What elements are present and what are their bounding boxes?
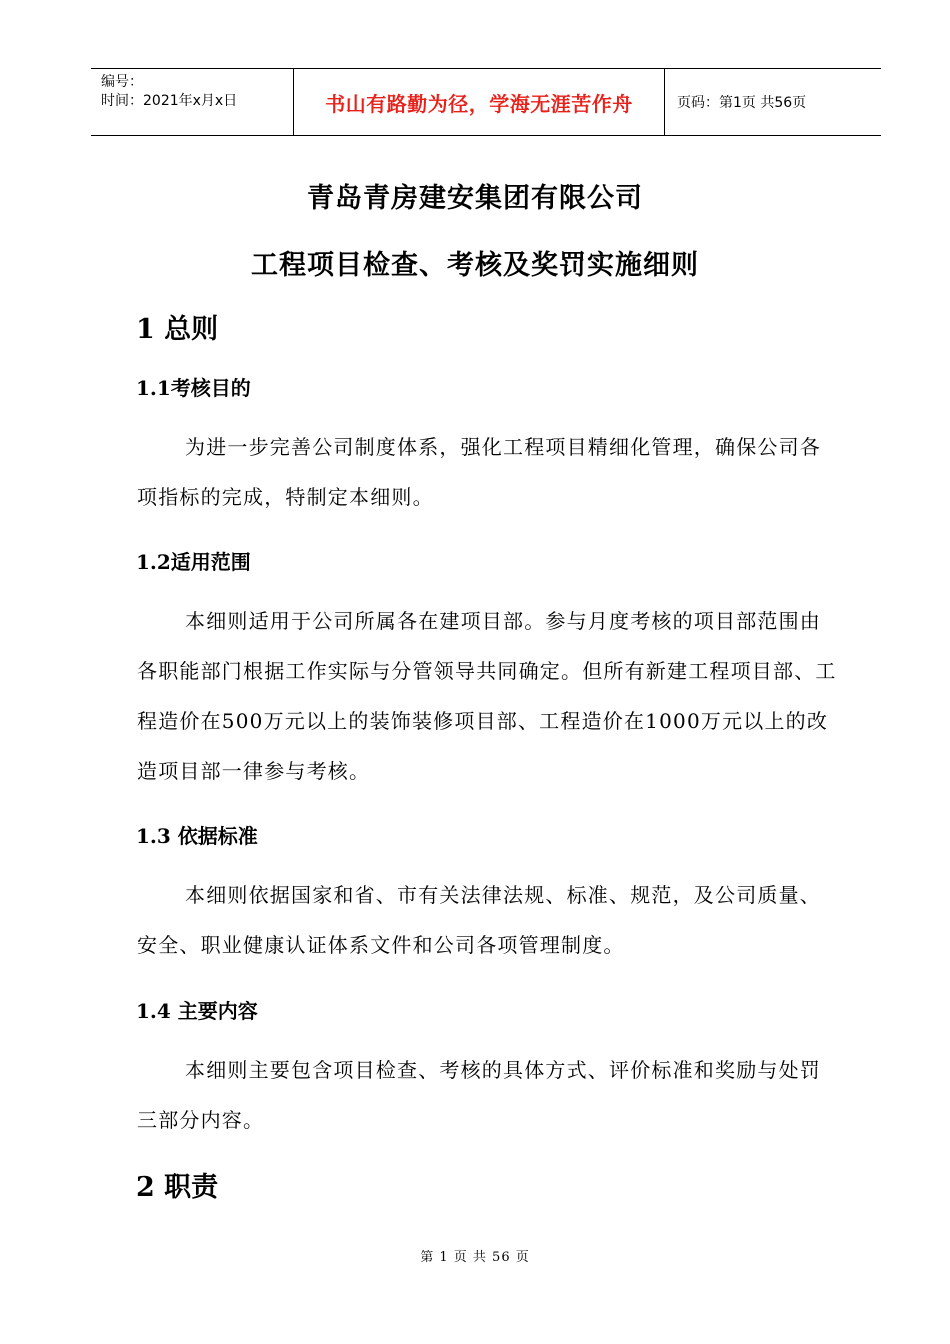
- document-number-label: 编号：: [101, 74, 143, 90]
- section-heading-1: 1 总则: [136, 314, 219, 345]
- subsection-heading-1-3: 1.3 依据标准: [136, 824, 258, 848]
- paragraph-1-4: 本细则主要包含项目检查、考核的具体方式、评价标准和奖励与处罚三部分内容。: [137, 1058, 821, 1132]
- header-motto: 书山有路勤为径，学海无涯苦作舟: [293, 69, 665, 135]
- page-header: [91, 68, 881, 136]
- subsection-heading-1-4: 1.4 主要内容: [136, 999, 258, 1023]
- document-time: 时间：2021年x月x日: [101, 93, 238, 109]
- section-heading-2: 2 职责: [136, 1172, 219, 1203]
- header-meta: [91, 69, 293, 135]
- subsection-heading-1-1: 1.1考核目的: [136, 376, 251, 400]
- header-page-info: 页码：第1页 共56页: [677, 95, 807, 111]
- document-title-line2: 工程项目检查、考核及奖罚实施细则: [251, 250, 699, 281]
- document-title-line1: 青岛青房建安集团有限公司: [307, 183, 643, 214]
- subsection-heading-1-2: 1.2适用范围: [136, 550, 251, 574]
- page-footer: 第 1 页 共 56 页: [420, 1250, 530, 1265]
- paragraph-1-2: 本细则适用于公司所属各在建项目部。参与月度考核的项目部范围由各职能部门根据工作实际与分管领导共同确定。但所有新建工程项目部、工程造价在500万元以上的装饰装修项目部、工程造价在1000万元以上的改造项目部一律参与考核。: [137, 609, 837, 783]
- paragraph-1-1: 为进一步完善公司制度体系，强化工程项目精细化管理，确保公司各项指标的完成，特制定本细则。: [137, 435, 821, 509]
- paragraph-1-3: 本细则依据国家和省、市有关法律法规、标准、规范，及公司质量、安全、职业健康认证体系文件和公司各项管理制度。: [137, 883, 821, 957]
